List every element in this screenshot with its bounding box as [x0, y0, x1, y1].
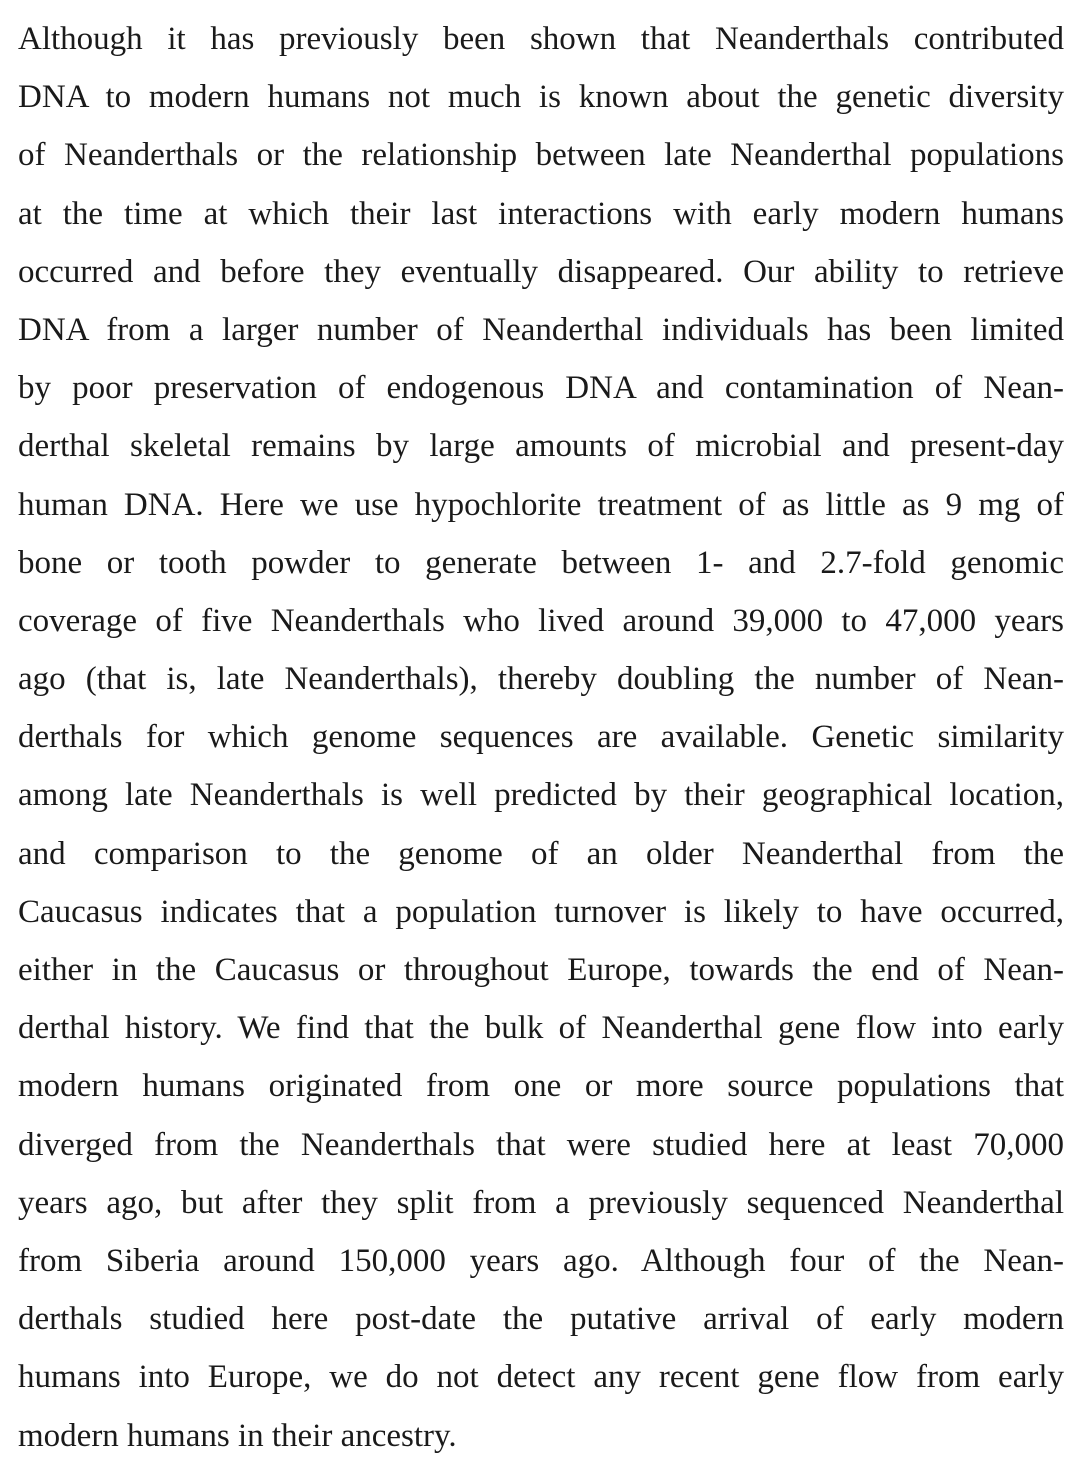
text-line: bone or tooth powder to generate between 1- and 2.7-fold genomic [18, 544, 1064, 581]
text-line: either in the Caucasus or throughout Europe, towards the end of Nean- [18, 952, 1064, 988]
text-line: modern humans originated from one or more source populations that [18, 1068, 1064, 1105]
text-line: by poor preservation of endogenous DNA and contamination of Nean- [18, 370, 1064, 407]
text-line: derthal skeletal remains by large amounts of microbial and present-day [18, 428, 1064, 465]
text-line: and comparison to the genome of an older Neanderthal from the [18, 835, 1064, 872]
text-line: derthals for which genome sequences are available. Genetic similarity [18, 719, 1064, 756]
text-line: coverage of five Neanderthals who lived around 39,000 to 47,000 years [18, 602, 1064, 639]
text-line: of Neanderthals or the relationship between late Neanderthal populations [18, 137, 1064, 174]
text-line: occurred and before they eventually disappeared. Our ability to retrieve [18, 253, 1064, 290]
text-line: from Siberia around 150,000 years ago. Although four of the Nean- [18, 1242, 1064, 1279]
text-line: among late Neanderthals is well predicted by their geographical location, [18, 777, 1064, 814]
abstract-paragraph [18, 10, 1064, 1465]
text-line: at the time at which their last interactions with early modern humans [18, 195, 1064, 232]
text-line: Although it has previously been shown that Neanderthals contributed [18, 21, 1064, 57]
text-line-last: modern humans in their ancestry. [18, 1417, 457, 1454]
text-line: derthals studied here post-date the putative arrival of early modern [18, 1301, 1064, 1338]
text-line: human DNA. Here we use hypochlorite treatment of as little as 9 mg of [18, 486, 1064, 523]
text-line: Caucasus indicates that a population turnover is likely to have occurred, [18, 893, 1064, 930]
text-line: DNA to modern humans not much is known about the genetic diversity [18, 79, 1064, 116]
text-line: diverged from the Neanderthals that were studied here at least 70,000 [18, 1126, 1064, 1163]
text-line: years ago, but after they split from a previously sequenced Neanderthal [18, 1184, 1064, 1221]
text-line: humans into Europe, we do not detect any recent gene flow from early [18, 1359, 1064, 1396]
text-line: ago (that is, late Neanderthals), thereby doubling the number of Nean- [18, 661, 1064, 698]
text-line: DNA from a larger number of Neanderthal individuals has been limited [18, 311, 1064, 348]
text-line: derthal history. We find that the bulk of Neanderthal gene flow into early [18, 1010, 1064, 1047]
